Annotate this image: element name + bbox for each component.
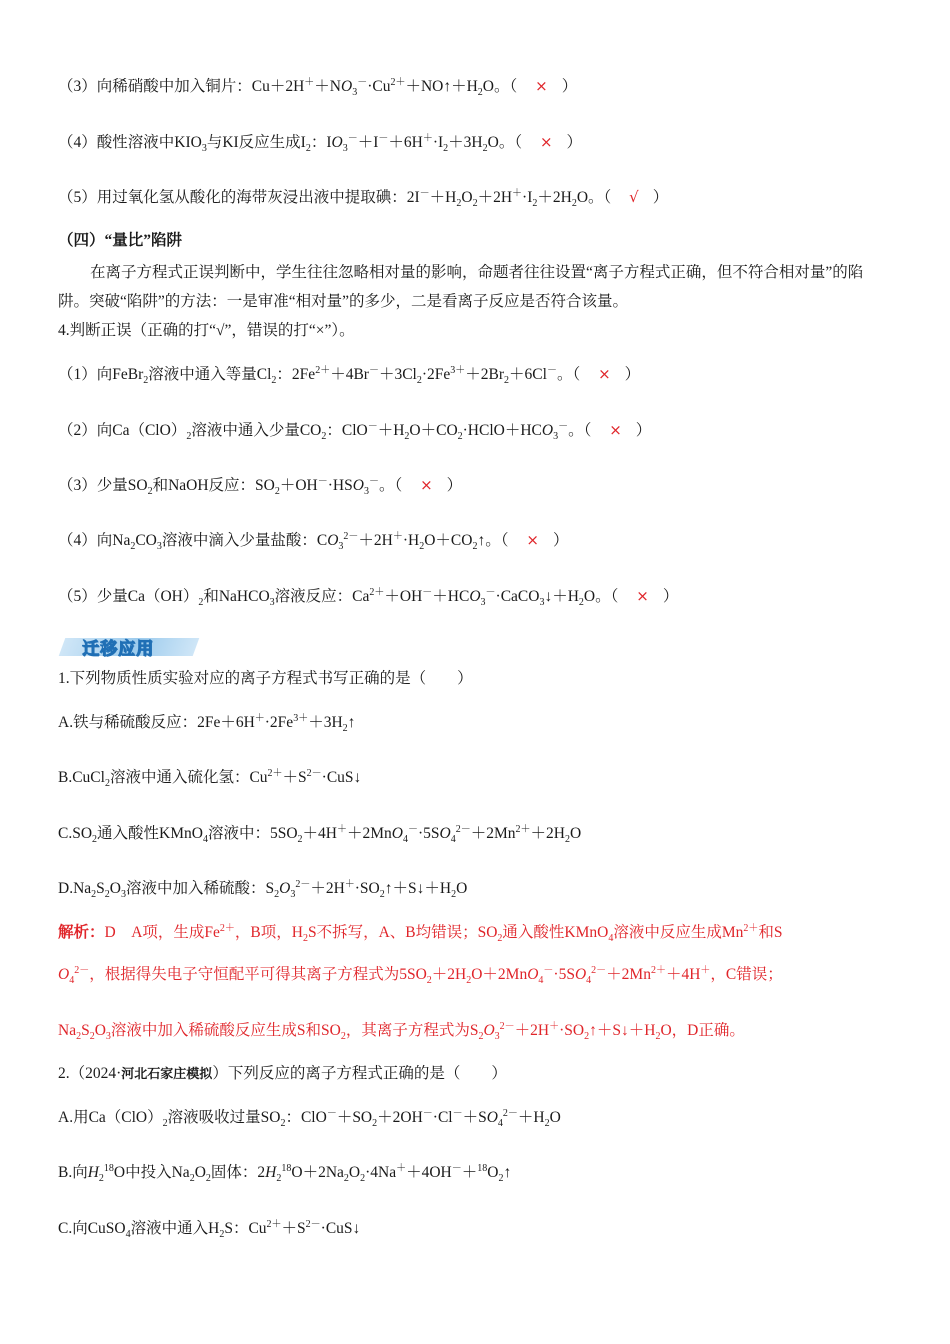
item-3-3: （3）向稀硝酸中加入铜片：$Cu+2H^++NO_3^-\cdot Cu^{2+}+NO↑+H_2O$。（ × ） (58, 76, 578, 99)
wrong-mark: × (420, 476, 433, 494)
wrong-mark: × (539, 133, 553, 151)
question-2-option-c: C.向CuSO$_4$溶液中通入$H_2S$：$Cu^{2+}+S^{2-}\cdot CuS↓$ (58, 1218, 361, 1241)
banner-title: 迁移应用 (82, 639, 154, 659)
question-4: 4.判断正误（正确的打“√”，错误的打“×”）。 (58, 322, 355, 339)
section-intro: 在离子方程式正误判断中，学生往往忽略相对量的影响，命题者往往设置“离子方程式正确，但不符合相对量”的陷阱。突破“陷阱”的方法：一是审准“相对量”的多少，二是看离子反应是否符合该量。 (58, 264, 864, 310)
wrong-mark: × (598, 365, 611, 383)
wrong-mark: × (609, 421, 622, 439)
item-text: （3）向稀硝酸中加入铜片：$Cu+2H^++NO_3^-\cdot Cu^{2+}+NO↑+H_2O$。（ (58, 76, 518, 99)
question-source: 河北石家庄模拟 (121, 1067, 213, 1082)
item-4-5: （5）少量$Ca(OH)_2$和NaHCO$_3$溶液反应：$Ca^{2+}+OH^-+HCO_3^-\cdot CaCO_3↓+H_2O$。（ × ） (58, 586, 679, 609)
question-2-option-b: B.向$H_2^{18}O$中投入$Na_2O_2$固体：$2H_2^{18}O+2Na_2O_2\cdot 4Na^++4OH^-+^{18}O_2↑$ (58, 1162, 512, 1185)
question-1-option-d: $D.Na_2S_2O_3$溶液中加入稀硫酸：$S_2O_3^{2-}+2H^+\cdot SO_2↑+S↓+H_2O$ (58, 878, 468, 901)
question-2-option-a: A.用$Ca(ClO)_2$溶液吸收过量$SO_2$：$ClO^-+SO_2+2OH^-\cdot Cl^-+SO_4^{2-}+H_2O$ (58, 1107, 561, 1130)
analysis-label: 解析： (58, 924, 105, 941)
question-1-stem: 1.下列物质性质实验对应的离子方程式书写正确的是（ ） (58, 670, 473, 687)
item-3-4: （4）酸性溶液中$KIO_3$与KI反应生成$I_2$：$IO_3^-+I^-+6H^+\cdot I_2+3H_2O$。（ × ） (58, 132, 583, 155)
item-4-3: （3）少量$SO_2$和NaOH反应：$SO_2+OH^-\cdot HSO_3^-$。（ × ） (58, 475, 463, 498)
wrong-mark: × (526, 531, 539, 549)
check-mark: √ (629, 188, 639, 206)
question-1-option-a: A.铁与稀硫酸反应：$2Fe+6H^+\cdot 2Fe^{3+}+3H_2↑$ (58, 712, 356, 735)
question-1-option-b: B.CuCl$_2$溶液中通入硫化氢：$Cu^{2+}+S^{2-}\cdot CuS↓$ (58, 767, 362, 790)
item-4-1: （1）向FeBr$_2$溶液中通入等量$Cl_2$：$2Fe^{2+}+4Br^-+3Cl_2\cdot 2Fe^{3+}+2Br_2+6Cl^-$。（ × ） (58, 364, 641, 387)
section-banner (62, 634, 196, 658)
question-1-analysis: 解析：D A项，生成$Fe^{2+}$，B项，$H_2S$不拆写，A、B均错误；$SO_2$通入酸性KMnO$_4$溶液中反应生成$Mn^{2+}$和S $O_4^{2-}$，根据得失电子守恒配平可得其离子方程式为$5SO_2+2H_2O+2MnO_4^-\cdot 5SO_4^{2-}+2Mn^{2+}+4H^+$，C错误； $Na_2S_2O_3$溶液中加入稀硫酸反应生成S和$SO_2$，其离子方程式为$S_2O_3^{2-}+2H^+\cdot SO_2↑+S↓+H_2O$，D正确。 (58, 922, 783, 1043)
question-1-option-c: $C.SO_2$通入酸性KMnO$_4$溶液中：$5SO_2+4H^++2MnO_4^-\cdot 5SO_4^{2-}+2Mn^{2+}+2H_2O$ (58, 823, 582, 846)
question-2-stem: 2.（2024·河北石家庄模拟）下列反应的离子方程式正确的是（ ） (58, 1065, 507, 1082)
item-4-4: （4）向$Na_2CO_3$溶液中滴入少量盐酸：$CO_3^{2-}+2H^+\cdot H_2O+CO_2↑$。（ × ） (58, 530, 569, 553)
wrong-mark: × (535, 77, 548, 95)
item-4-2: （2）向$Ca(ClO)_2$溶液中通入少量$CO_2$：$ClO^-+H_2O+CO_2\cdot HClO+HCO_3^-$。（ × ） (58, 420, 652, 443)
wrong-mark: × (636, 587, 649, 605)
section-heading: （四）“量比”陷阱 (58, 232, 183, 249)
item-3-5: （5）用过氧化氢从酸化的海带灰浸出液中提取碘：$2I^-+H_2O_2+2H^+\cdot I_2+2H_2O$。（ √ ） (58, 187, 669, 210)
